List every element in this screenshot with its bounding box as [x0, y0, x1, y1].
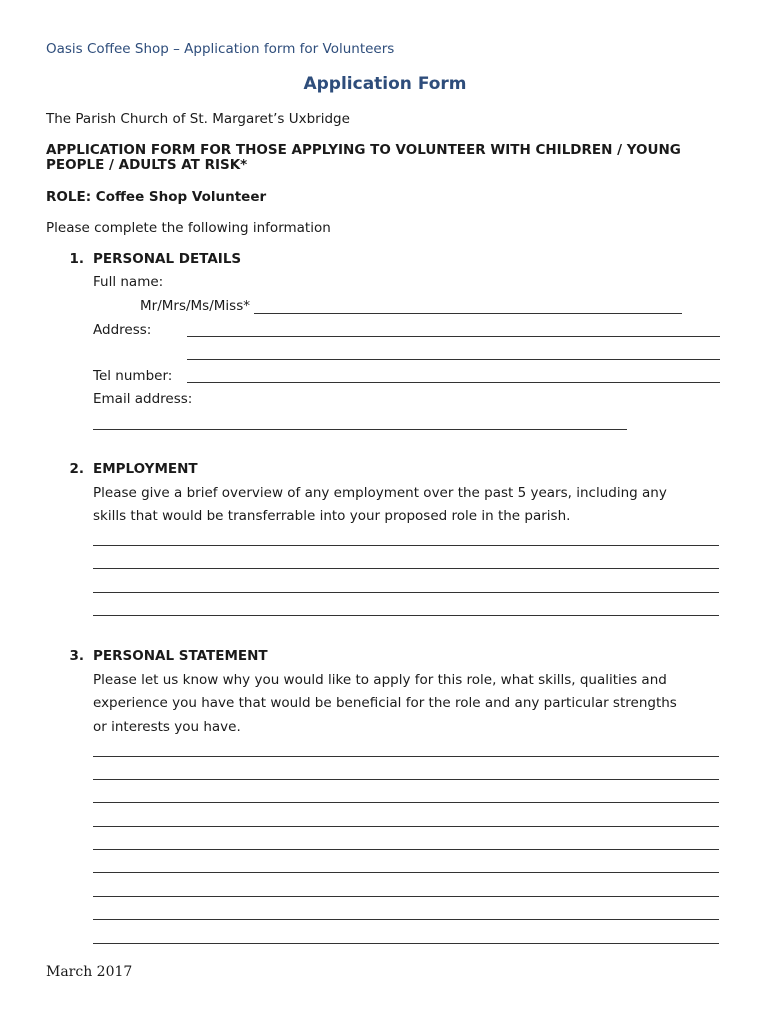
statement-field-line[interactable] — [93, 943, 719, 944]
statement-field-line[interactable] — [93, 896, 719, 897]
form-heading-line2: PEOPLE / ADULTS AT RISK* — [46, 157, 248, 173]
role-line: ROLE: Coffee Shop Volunteer — [46, 189, 267, 205]
church-name: The Parish Church of St. Margaret’s Uxbridge — [46, 111, 350, 127]
employment-field-line[interactable] — [93, 545, 719, 546]
statement-field-line[interactable] — [93, 872, 719, 873]
statement-prompt-line2: experience you have that would be beneficial for the role and any particular strengths — [93, 695, 677, 711]
instruction-text: Please complete the following information — [46, 220, 331, 236]
form-heading-line1: APPLICATION FORM FOR THOSE APPLYING TO VOLUNTEER WITH CHILDREN / YOUNG — [46, 142, 681, 158]
section3-number: 3. — [69, 648, 84, 664]
section2-title: EMPLOYMENT — [93, 461, 198, 477]
statement-prompt-line3: or interests you have. — [93, 719, 241, 735]
section2-number: 2. — [69, 461, 84, 477]
full-name-label: Full name: — [93, 274, 164, 290]
statement-field-line[interactable] — [93, 756, 719, 757]
form-title: Application Form — [303, 74, 467, 94]
document-header: Oasis Coffee Shop – Application form for Volunteers — [46, 41, 395, 57]
section1-title: PERSONAL DETAILS — [93, 251, 242, 267]
statement-field-line[interactable] — [93, 826, 719, 827]
employment-field-line[interactable] — [93, 592, 719, 593]
title-label: Mr/Mrs/Ms/Miss* — [140, 298, 250, 314]
employment-prompt-line1: Please give a brief overview of any employment over the past 5 years, including any — [93, 485, 667, 501]
statement-field-line[interactable] — [93, 849, 719, 850]
address-field-line2[interactable] — [187, 359, 720, 360]
tel-label: Tel number: — [93, 368, 173, 384]
full-name-field[interactable] — [254, 313, 682, 314]
section1-number: 1. — [69, 251, 84, 267]
address-label: Address: — [93, 322, 152, 338]
employment-prompt-line2: skills that would be transferrable into your proposed role in the parish. — [93, 508, 571, 524]
statement-prompt-line1: Please let us know why you would like to apply for this role, what skills, qualities and — [93, 672, 667, 688]
statement-field-line[interactable] — [93, 919, 719, 920]
address-field-line1[interactable] — [187, 336, 720, 337]
employment-field-line[interactable] — [93, 568, 719, 569]
email-field[interactable] — [93, 429, 627, 430]
tel-field[interactable] — [187, 382, 720, 383]
section3-title: PERSONAL STATEMENT — [93, 648, 268, 664]
email-label: Email address: — [93, 391, 193, 407]
footer-date: March 2017 — [46, 964, 133, 980]
statement-field-line[interactable] — [93, 802, 719, 803]
employment-field-line[interactable] — [93, 615, 719, 616]
statement-field-line[interactable] — [93, 779, 719, 780]
